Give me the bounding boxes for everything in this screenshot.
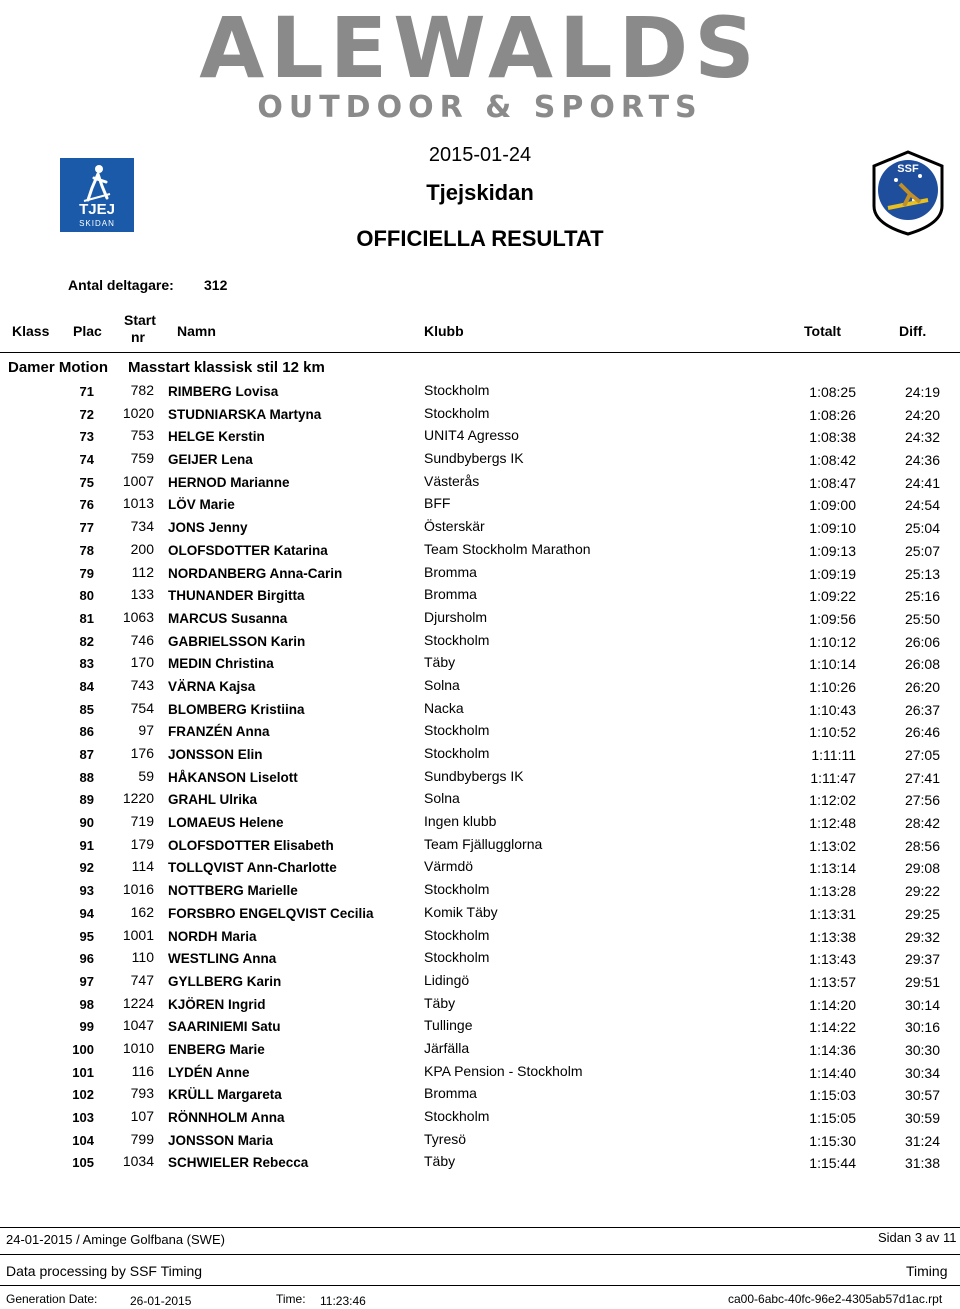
cell-total: 1:09:13 — [809, 542, 856, 559]
cell-plac: 100 — [72, 1041, 94, 1057]
cell-name: HELGE Kerstin — [168, 429, 265, 445]
cell-name: NORDANBERG Anna-Carin — [168, 565, 343, 581]
cell-club: Västerås — [424, 472, 480, 489]
table-row — [0, 628, 960, 651]
cell-club: BFF — [424, 495, 451, 512]
cell-start-nr: 753 — [130, 427, 154, 444]
page-title: OFFICIELLA RESULTAT — [356, 226, 604, 251]
cell-name: JONSSON Maria — [168, 1132, 274, 1148]
results-table — [0, 378, 960, 1172]
col-start: Start — [124, 312, 156, 328]
participants-value: 312 — [204, 277, 228, 293]
cell-club: Bromma — [424, 586, 477, 603]
cell-plac: 98 — [79, 996, 94, 1012]
cell-total: 1:08:42 — [809, 452, 856, 469]
cell-start-nr: 793 — [130, 1085, 154, 1102]
cell-club: Team Fjällugglorna — [424, 835, 543, 852]
cell-diff: 30:30 — [904, 1041, 940, 1058]
cell-start-nr: 107 — [130, 1108, 154, 1124]
header-divider — [0, 352, 960, 353]
cell-diff: 31:38 — [904, 1155, 940, 1172]
cell-plac: 78 — [79, 542, 94, 558]
table-row — [0, 854, 960, 877]
cell-total: 1:10:12 — [809, 633, 856, 650]
cell-start-nr: 1007 — [122, 472, 154, 489]
cell-start-nr: 162 — [130, 903, 154, 920]
cell-plac: 96 — [79, 951, 94, 967]
table-row — [0, 786, 960, 809]
cell-club: Bromma — [424, 563, 477, 580]
cell-start-nr: 59 — [138, 767, 154, 784]
cell-start-nr: 170 — [130, 654, 154, 671]
cell-name: OLOFSDOTTER Elisabeth — [168, 837, 334, 853]
cell-name: NORDH Maria — [168, 928, 257, 944]
participants-count — [68, 277, 228, 293]
event-name: Tjejskidan — [426, 180, 534, 205]
col-klass: Klass — [12, 323, 50, 339]
cell-plac: 77 — [79, 520, 94, 536]
footer-divider-mid — [0, 1254, 960, 1255]
cell-plac: 79 — [79, 565, 94, 581]
cell-total: 1:11:11 — [811, 747, 856, 763]
table-row — [0, 945, 960, 968]
cell-club: Stockholm — [424, 926, 490, 943]
cell-name: LOMAEUS Helene — [168, 815, 284, 831]
cell-name: KJÖREN Ingrid — [168, 996, 266, 1012]
cell-club: KPA Pension - Stockholm — [424, 1062, 583, 1079]
cell-total: 1:08:47 — [809, 474, 856, 491]
cell-diff: 27:05 — [904, 747, 940, 763]
cell-start-nr: 734 — [130, 518, 154, 535]
cell-club: Stockholm — [424, 404, 490, 421]
cell-plac: 97 — [79, 973, 94, 989]
table-row — [0, 1081, 960, 1104]
cell-diff: 30:57 — [904, 1087, 940, 1104]
cell-start-nr: 743 — [130, 676, 154, 693]
col-diff: Diff. — [899, 323, 927, 339]
cell-plac: 91 — [79, 837, 94, 853]
cell-name: MEDIN Christina — [168, 656, 274, 672]
cell-name: VÄRNA Kajsa — [168, 678, 256, 694]
cell-club: Täby — [424, 1153, 456, 1170]
sponsor-banner — [190, 0, 770, 125]
table-row — [0, 537, 960, 560]
cell-name: MARCUS Susanna — [168, 610, 288, 626]
footer-venue: 24-01-2015 / Aminge Golfbana (SWE) — [6, 1232, 225, 1247]
table-row — [0, 469, 960, 492]
cell-start-nr: 1224 — [122, 994, 154, 1011]
cell-club: Solna — [424, 676, 460, 693]
cell-club: Järfälla — [424, 1039, 470, 1056]
class-name: Damer Motion — [8, 359, 109, 376]
cell-name: ENBERG Marie — [168, 1041, 265, 1057]
cell-total: 1:13:31 — [809, 905, 856, 922]
cell-name: FRANZÉN Anna — [168, 724, 270, 740]
footer-time-label: Time: — [276, 1292, 306, 1306]
footer-time-value: 11:23:46 — [320, 1294, 366, 1308]
footer-page: Sidan 3 av 11 — [878, 1230, 957, 1245]
cell-start-nr: 746 — [130, 631, 154, 648]
cell-name: TOLLQVIST Ann-Charlotte — [168, 860, 337, 876]
footer-divider-top — [0, 1227, 960, 1228]
cell-start-nr: 110 — [131, 949, 154, 966]
cell-total: 1:09:56 — [809, 610, 856, 627]
cell-name: OLOFSDOTTER Katarina — [168, 542, 328, 558]
cell-name: STUDNIARSKA Martyna — [168, 406, 322, 422]
cell-total: 1:13:57 — [809, 973, 856, 990]
cell-club: Värmdö — [424, 858, 474, 875]
cell-diff: 27:41 — [904, 769, 940, 786]
table-row — [0, 877, 960, 900]
cell-start-nr: 799 — [130, 1130, 154, 1147]
cell-plac: 87 — [79, 747, 94, 762]
cell-plac: 86 — [79, 724, 94, 740]
cell-diff: 24:36 — [904, 452, 940, 469]
cell-diff: 28:56 — [904, 837, 940, 854]
cell-diff: 25:13 — [904, 565, 940, 582]
table-row — [0, 1059, 960, 1082]
cell-name: THUNANDER Birgitta — [168, 588, 305, 604]
cell-name: GYLLBERG Karin — [168, 973, 282, 989]
cell-diff: 30:16 — [904, 1019, 940, 1036]
cell-plac: 81 — [79, 610, 94, 626]
cell-name: SAARINIEMI Satu — [168, 1019, 281, 1035]
cell-total: 1:09:00 — [809, 497, 856, 514]
cell-name: JONS Jenny — [168, 520, 248, 536]
cell-total: 1:14:20 — [809, 996, 856, 1013]
cell-diff: 26:20 — [904, 678, 940, 695]
participants-label: Antal deltagare: — [68, 277, 174, 293]
cell-total: 1:09:22 — [809, 588, 856, 605]
cell-name: BLOMBERG Kristiina — [168, 701, 305, 717]
cell-start-nr: 1220 — [122, 790, 154, 807]
table-row — [0, 650, 960, 673]
cell-club: Stockholm — [424, 881, 490, 898]
cell-club: Lidingö — [424, 971, 470, 988]
cell-total: 1:15:03 — [809, 1087, 856, 1104]
table-row — [0, 491, 960, 514]
table-row — [0, 605, 960, 628]
cell-diff: 25:16 — [904, 588, 940, 605]
cell-plac: 76 — [79, 497, 94, 513]
table-row — [0, 809, 960, 832]
table-row — [0, 764, 960, 787]
cell-diff: 30:59 — [904, 1110, 940, 1126]
cell-club: Tyresö — [424, 1130, 467, 1147]
cell-total: 1:15:05 — [809, 1110, 856, 1126]
cell-start-nr: 754 — [130, 699, 154, 716]
table-row — [0, 923, 960, 946]
table-row — [0, 968, 960, 991]
cell-club: Solna — [424, 790, 460, 807]
cell-total: 1:10:52 — [809, 724, 856, 741]
table-row — [0, 514, 960, 537]
table-row — [0, 1013, 960, 1036]
cell-total: 1:11:47 — [810, 769, 856, 786]
cell-plac: 90 — [79, 815, 94, 831]
cell-name: RÖNNHOLM Anna — [168, 1110, 285, 1125]
cell-club: Stockholm — [424, 745, 490, 761]
cell-start-nr: 1020 — [122, 404, 154, 421]
cell-start-nr: 782 — [130, 382, 154, 398]
footer-processing: Data processing by SSF Timing — [6, 1263, 203, 1279]
cell-plac: 72 — [79, 406, 94, 422]
cell-plac: 71 — [79, 384, 94, 399]
cell-name: NOTTBERG Marielle — [168, 883, 298, 899]
cell-start-nr: 1047 — [122, 1017, 154, 1034]
table-row — [0, 582, 960, 605]
cell-start-nr: 133 — [130, 586, 154, 603]
cell-club: Ingen klubb — [424, 813, 497, 830]
cell-plac: 89 — [79, 792, 94, 808]
cell-plac: 88 — [79, 769, 94, 785]
cell-total: 1:09:19 — [809, 565, 856, 582]
banner-brand: ALEWALDS — [199, 0, 761, 97]
cell-total: 1:10:26 — [809, 678, 856, 695]
cell-start-nr: 759 — [130, 450, 154, 467]
cell-diff: 25:07 — [904, 542, 940, 559]
cell-diff: 24:54 — [904, 497, 940, 514]
footer-divider-bottom — [0, 1285, 960, 1286]
cell-diff: 29:37 — [904, 951, 940, 968]
cell-plac: 92 — [79, 860, 94, 876]
cell-diff: 26:08 — [904, 656, 940, 673]
table-row — [0, 446, 960, 469]
cell-diff: 29:22 — [904, 883, 940, 900]
cell-total: 1:13:38 — [809, 928, 856, 945]
cell-club: Sundbybergs IK — [424, 450, 524, 467]
cell-plac: 101 — [72, 1064, 94, 1080]
cell-total: 1:14:22 — [809, 1019, 856, 1036]
cell-start-nr: 747 — [130, 971, 154, 988]
cell-start-nr: 114 — [131, 858, 154, 875]
cell-name: SCHWIELER Rebecca — [168, 1155, 309, 1171]
cell-total: 1:13:14 — [809, 860, 856, 877]
cell-plac: 82 — [79, 633, 94, 649]
table-row — [0, 423, 960, 446]
table-row — [0, 696, 960, 719]
cell-name: HÅKANSON Liselott — [168, 769, 298, 785]
table-header — [0, 312, 960, 352]
cell-total: 1:09:10 — [809, 520, 856, 537]
cell-name: KRÜLL Margareta — [168, 1087, 282, 1103]
table-row — [0, 673, 960, 696]
table-row — [0, 832, 960, 855]
cell-plac: 93 — [79, 883, 94, 899]
cell-diff: 27:56 — [904, 792, 940, 809]
cell-total: 1:15:44 — [809, 1155, 856, 1172]
cell-total: 1:08:25 — [809, 384, 856, 400]
cell-club: Täby — [424, 654, 456, 671]
footer-gen-label: Generation Date: — [6, 1292, 98, 1306]
footer-file: ca00-6abc-40fc-96e2-4305ab57d1ac.rpt — [728, 1292, 943, 1306]
cell-total: 1:15:30 — [809, 1132, 856, 1149]
cell-name: WESTLING Anna — [168, 951, 277, 967]
cell-plac: 73 — [79, 429, 94, 445]
cell-club: Komik Täby — [424, 903, 498, 920]
cell-club: Nacka — [424, 699, 464, 716]
cell-name: HERNOD Marianne — [168, 474, 290, 490]
cell-diff: 31:24 — [904, 1132, 940, 1149]
cell-start-nr: 1001 — [122, 926, 154, 943]
cell-club: Bromma — [424, 1085, 477, 1102]
cell-name: JONSSON Elin — [168, 747, 263, 762]
col-klubb: Klubb — [424, 323, 464, 339]
cell-name: GABRIELSSON Karin — [168, 633, 306, 649]
cell-diff: 24:19 — [904, 384, 940, 400]
cell-plac: 94 — [79, 905, 94, 921]
cell-club: Team Stockholm Marathon — [424, 540, 591, 557]
footer-gen-value: 26-01-2015 — [130, 1294, 192, 1308]
logo-text-sub: SKIDAN — [79, 219, 115, 228]
cell-name: RIMBERG Lovisa — [168, 384, 279, 399]
footer-timing: Timing — [906, 1263, 948, 1279]
cell-start-nr: 97 — [138, 722, 154, 739]
cell-plac: 99 — [79, 1019, 94, 1035]
cell-diff: 24:41 — [904, 474, 940, 491]
cell-plac: 95 — [79, 928, 94, 944]
cell-diff: 25:50 — [904, 610, 940, 627]
cell-diff: 29:25 — [904, 905, 940, 922]
cell-start-nr: 719 — [130, 813, 154, 830]
cell-plac: 102 — [72, 1087, 94, 1103]
cell-start-nr: 176 — [130, 745, 154, 761]
cell-diff: 26:06 — [904, 633, 940, 650]
cell-total: 1:14:40 — [809, 1064, 856, 1081]
cell-club: Stockholm — [424, 949, 490, 966]
cell-start-nr: 1010 — [122, 1039, 154, 1056]
cell-plac: 84 — [79, 678, 94, 694]
cell-club: Österskär — [424, 518, 485, 535]
cell-plac: 74 — [79, 452, 94, 468]
table-row — [0, 378, 960, 401]
cell-start-nr: 1034 — [122, 1153, 154, 1170]
cell-club: Stockholm — [424, 382, 490, 398]
table-row — [0, 1149, 960, 1172]
cell-total: 1:13:43 — [809, 951, 856, 968]
cell-total: 1:08:26 — [809, 406, 856, 423]
table-row — [0, 991, 960, 1014]
table-row — [0, 741, 960, 764]
cell-plac: 75 — [79, 474, 94, 490]
col-namn: Namn — [177, 323, 216, 339]
cell-diff: 29:51 — [904, 973, 940, 990]
cell-plac: 105 — [72, 1155, 94, 1171]
cell-club: Djursholm — [424, 608, 488, 625]
cell-plac: 104 — [72, 1132, 94, 1148]
cell-start-nr: 116 — [131, 1062, 154, 1079]
cell-plac: 83 — [79, 656, 94, 672]
cell-club: Täby — [424, 994, 456, 1011]
cell-start-nr: 1063 — [122, 608, 154, 625]
cell-name: GEIJER Lena — [168, 452, 253, 468]
table-row — [0, 1036, 960, 1059]
course-name: Masstart klassisk stil 12 km — [128, 359, 325, 376]
race-date: 2015-01-24 — [428, 144, 532, 166]
cell-diff: 29:08 — [904, 860, 940, 877]
cell-total: 1:13:28 — [809, 883, 856, 900]
cell-club: Stockholm — [424, 1108, 490, 1124]
cell-diff: 26:46 — [904, 724, 940, 741]
cell-start-nr: 200 — [130, 540, 154, 557]
cell-diff: 28:42 — [904, 815, 940, 832]
cell-start-nr: 1016 — [122, 881, 154, 898]
cell-diff: 24:20 — [904, 406, 940, 423]
cell-diff: 25:04 — [904, 520, 940, 537]
cell-total: 1:13:02 — [809, 837, 856, 854]
cell-club: Sundbybergs IK — [424, 767, 524, 784]
cell-club: Stockholm — [424, 631, 490, 648]
cell-total: 1:08:38 — [809, 429, 856, 446]
cell-total: 1:12:48 — [809, 815, 856, 832]
class-section — [8, 359, 325, 376]
cell-name: LÖV Marie — [168, 497, 235, 513]
cell-name: LYDÉN Anne — [168, 1064, 250, 1080]
cell-club: Tullinge — [424, 1017, 473, 1034]
cell-plac: 85 — [79, 701, 94, 717]
table-row — [0, 401, 960, 424]
cell-start-nr: 1013 — [122, 495, 154, 512]
cell-diff: 26:37 — [904, 701, 940, 718]
cell-total: 1:12:02 — [809, 792, 856, 809]
cell-plac: 80 — [79, 588, 94, 604]
cell-diff: 30:14 — [904, 996, 940, 1013]
cell-name: GRAHL Ulrika — [168, 792, 258, 808]
cell-club: Stockholm — [424, 722, 490, 739]
cell-start-nr: 179 — [130, 835, 154, 852]
ssf-logo-text: SSF — [897, 163, 919, 175]
cell-diff: 30:34 — [904, 1064, 940, 1081]
cell-plac: 103 — [72, 1110, 94, 1125]
col-start-nr: nr — [131, 329, 145, 345]
cell-name: FORSBRO ENGELQVIST Cecilia — [168, 905, 374, 921]
cell-club: UNIT4 Agresso — [424, 427, 519, 444]
col-plac: Plac — [73, 323, 102, 339]
logo-text-main: TJEJ — [79, 201, 115, 218]
cell-diff: 29:32 — [904, 928, 940, 945]
cell-total: 1:14:36 — [809, 1041, 856, 1058]
table-row — [0, 560, 960, 583]
table-row — [0, 900, 960, 923]
cell-total: 1:10:43 — [809, 701, 856, 718]
banner-subtitle: OUTDOOR & SPORTS — [257, 90, 703, 125]
table-row — [0, 1127, 960, 1150]
cell-total: 1:10:14 — [809, 656, 856, 673]
col-totalt: Totalt — [804, 323, 842, 339]
cell-start-nr: 112 — [131, 563, 154, 580]
cell-diff: 24:32 — [904, 429, 940, 446]
table-row — [0, 1104, 960, 1127]
table-row — [0, 718, 960, 741]
